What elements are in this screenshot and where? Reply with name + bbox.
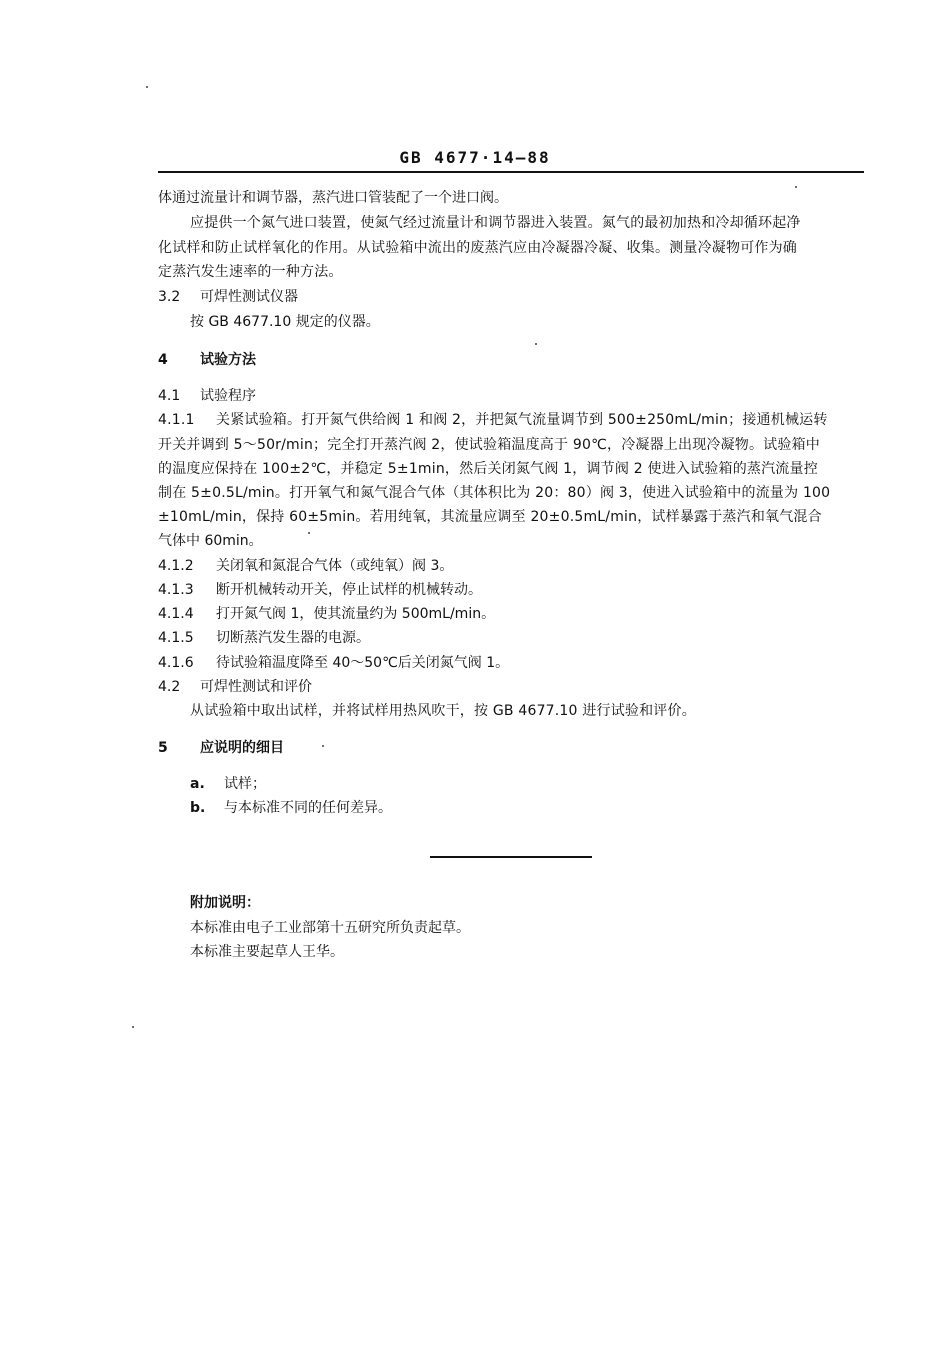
section-4-2-heading	[158, 677, 312, 697]
section-3-2-text: 按 GB 4677.10 规定的仪器。	[190, 314, 380, 330]
paragraph-line: 定蒸汽发生速率的一种方法。	[158, 264, 343, 280]
standard-number-header: GB 4677·14—88	[399, 148, 551, 167]
clause-text: 待试验箱温度降至 40～50℃后关闭氮气阀 1。	[216, 655, 510, 671]
section-4-1-heading	[158, 386, 256, 406]
list-item	[190, 798, 392, 818]
clause-text: 的温度应保持在 100±2℃，并稳定 5±1min，然后关闭氮气阀 1，调节阀 2 使进入试验箱的蒸汽流量控	[158, 461, 818, 477]
clause-text: 断开机械转动开关，停止试样的机械转动。	[216, 582, 482, 598]
list-text: 试样；	[224, 776, 266, 792]
section-4-1-1-line	[158, 410, 828, 430]
list-text: 与本标准不同的任何差异。	[224, 800, 392, 816]
section-4-1-2	[158, 556, 453, 576]
scan-speck	[308, 532, 310, 534]
clause-text: 制在 5±0.5L/min。打开氧气和氮气混合气体（其体积比为 20：80）阀 3，使进入试验箱中的流量为 100	[158, 485, 831, 501]
end-rule	[430, 856, 592, 858]
section-5-heading	[158, 738, 284, 758]
list-item	[190, 774, 266, 794]
section-4-1-6	[158, 653, 509, 673]
section-number: 4.1.6	[158, 655, 194, 671]
clause-text: ±10mL/min，保持 60±5min。若用纯氧，其流量应调至 20±0.5mL/min，试样暴露于蒸汽和氧气混合	[158, 509, 822, 525]
scan-speck	[795, 186, 797, 188]
scan-speck	[535, 343, 537, 345]
section-number: 4.2	[158, 679, 181, 695]
section-title: 可焊性测试和评价	[200, 679, 312, 695]
section-number: 4.1.4	[158, 606, 194, 622]
clause-text: 切断蒸汽发生器的电源。	[216, 630, 370, 646]
section-4-heading	[158, 350, 256, 370]
section-4-2-text: 从试验箱中取出试样，并将试样用热风吹干，按 GB 4677.10 进行试验和评价。	[190, 703, 696, 719]
paragraph-line: 应提供一个氮气进口装置，使氮气经过流量计和调节器进入装置。氮气的最初加热和冷却循环起净	[190, 215, 801, 231]
list-letter: b.	[190, 800, 206, 816]
section-title: 试验方法	[200, 352, 256, 368]
section-title: 应说明的细目	[200, 740, 284, 756]
section-title: 试验程序	[200, 388, 256, 404]
header-rule	[158, 171, 864, 173]
scan-speck	[146, 86, 148, 88]
scan-speck	[132, 1026, 134, 1028]
appendix-title: 附加说明：	[190, 895, 260, 911]
appendix-line: 本标准由电子工业部第十五研究所负责起草。	[190, 920, 470, 936]
section-number: 4.1.3	[158, 582, 194, 598]
section-number: 3.2	[158, 289, 181, 305]
section-number: 4.1.2	[158, 558, 194, 574]
clause-text: 开关并调到 5～50r/min；完全打开蒸汽阀 2，使试验箱温度高于 90℃，冷凝器上出现冷凝物。试验箱中	[158, 437, 820, 453]
section-number: 5	[158, 740, 168, 756]
list-letter: a.	[190, 776, 205, 792]
scan-speck	[322, 745, 324, 747]
section-3-2-heading	[158, 287, 298, 307]
section-4-1-5	[158, 628, 370, 648]
continuation-line: 体通过流量计和调节器，蒸汽进口管装配了一个进口阀。	[158, 190, 508, 206]
clause-text: 气体中 60min。	[158, 533, 263, 549]
appendix-line: 本标准主要起草人王华。	[190, 944, 344, 960]
section-number: 4.1.5	[158, 630, 194, 646]
section-4-1-3	[158, 580, 482, 600]
section-number: 4.1	[158, 388, 181, 404]
section-4-1-4	[158, 604, 495, 624]
section-title: 可焊性测试仪器	[200, 289, 298, 305]
paragraph-line: 化试样和防止试样氧化的作用。从试验箱中流出的废蒸汽应由冷凝器冷凝、收集。测量冷凝物可作为确	[158, 240, 797, 256]
clause-text: 关闭氧和氮混合气体（或纯氧）阀 3。	[216, 558, 454, 574]
clause-text: 关紧试验箱。打开氮气供给阀 1 和阀 2，并把氮气流量调节到 500±250mL/min；接通机械运转	[216, 412, 828, 428]
section-number: 4	[158, 352, 168, 368]
section-number: 4.1.1	[158, 412, 195, 428]
clause-text: 打开氮气阀 1，使其流量约为 500mL/min。	[216, 606, 496, 622]
